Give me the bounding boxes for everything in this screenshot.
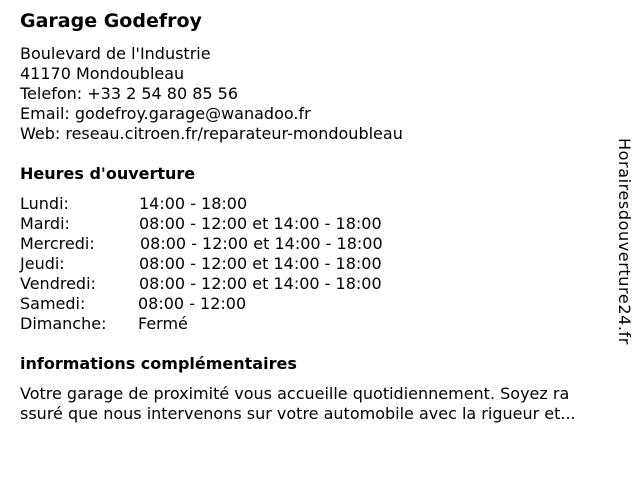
hours-monday: 14:00 - 18:00 — [139, 194, 248, 213]
hours-thursday: 08:00 - 12:00 et 14:00 - 18:00 — [139, 254, 382, 273]
day-label-friday: Vendredi: — [20, 274, 96, 293]
description-line-2: ssuré que nous intervenons sur votre automobile avec la rigueur et... — [20, 404, 576, 423]
watermark — [612, 138, 636, 348]
day-label-saturday: Samedi: — [20, 294, 86, 313]
hours-wednesday: 08:00 - 12:00 et 14:00 - 18:00 — [140, 234, 383, 253]
hours-saturday: 08:00 - 12:00 — [138, 294, 247, 313]
watermark-text: Horairesdouverture24.fr — [615, 138, 634, 345]
description-line-1: Votre garage de proximité vous accueille quotidiennement. Soyez ra — [20, 384, 570, 403]
day-label-wednesday: Mercredi: — [20, 234, 95, 253]
day-label-sunday: Dimanche: — [20, 314, 107, 333]
address-city: 41170 Mondoubleau — [20, 64, 185, 83]
hours-friday: 08:00 - 12:00 et 14:00 - 18:00 — [139, 274, 382, 293]
website-url: Web: reseau.citroen.fr/reparateur-mondoubleau — [20, 124, 403, 143]
address-street: Boulevard de l'Industrie — [20, 44, 211, 63]
email-address: Email: godefroy.garage@wanadoo.fr — [20, 104, 311, 123]
phone-number: Telefon: +33 2 54 80 85 56 — [20, 84, 239, 103]
day-label-tuesday: Mardi: — [20, 214, 70, 233]
hours-sunday: Fermé — [138, 314, 188, 333]
additional-info-heading: informations complémentaires — [20, 354, 297, 373]
business-name: Garage Godefroy — [20, 10, 202, 32]
opening-hours-heading: Heures d'ouverture — [20, 164, 196, 183]
day-label-monday: Lundi: — [20, 194, 69, 213]
hours-tuesday: 08:00 - 12:00 et 14:00 - 18:00 — [139, 214, 382, 233]
day-label-thursday: Jeudi: — [20, 254, 65, 273]
